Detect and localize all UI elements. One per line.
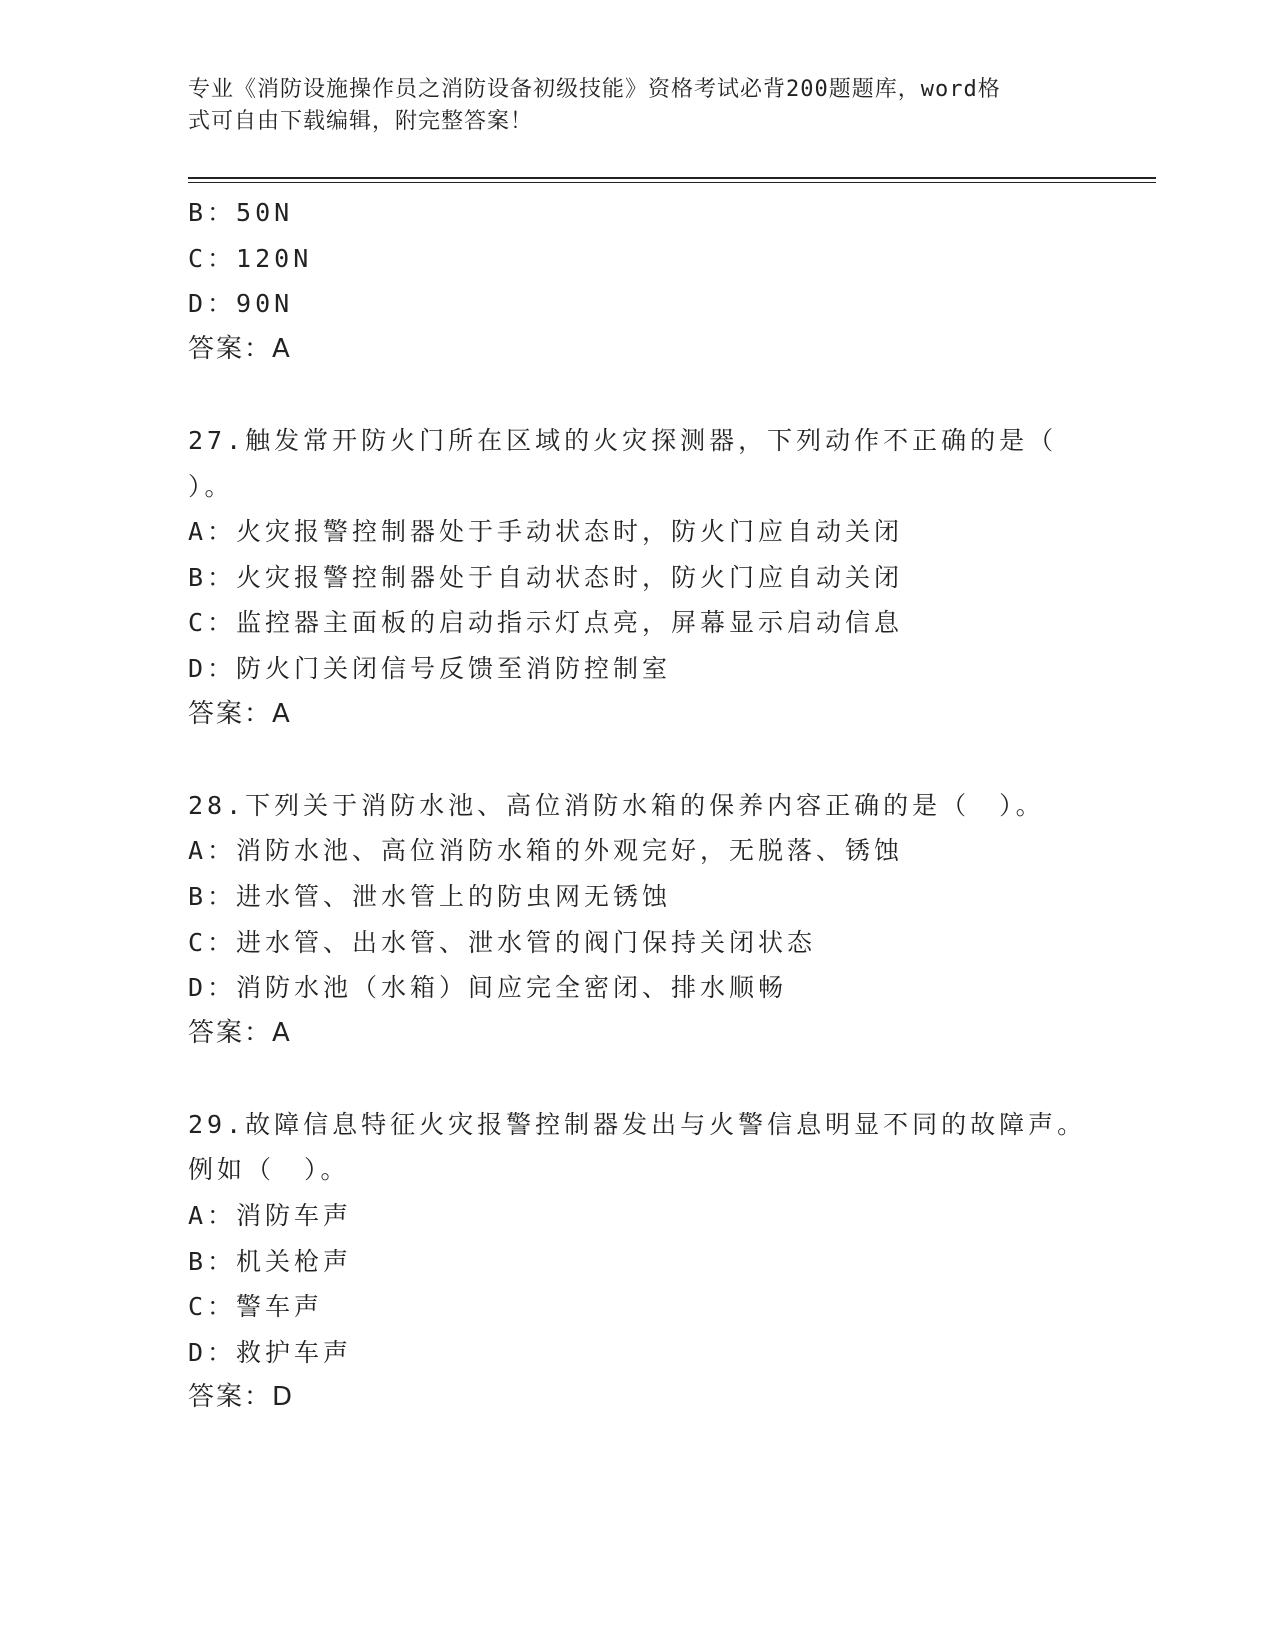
option-d: D：90N [188,289,294,319]
header-divider [188,177,1156,179]
question-stem: 29.故障信息特征火灾报警控制器发出与火警信息明显不同的故障声。 [188,1109,1087,1139]
question-29 [188,1102,1148,1421]
answer: 答案：A [188,698,292,729]
question-list [188,190,1148,1421]
answer: 答案：A [188,333,292,364]
option-a: A：消防车声 [188,1201,353,1231]
option-d: D：防火门关闭信号反馈至消防控制室 [188,653,672,683]
option-c: C：进水管、出水管、泄水管的阀门保持关闭状态 [188,927,817,957]
option-b: B：进水管、泄水管上的防虫网无锈蚀 [188,881,672,911]
question-27 [188,418,1148,737]
option-b: B：50N [188,198,294,227]
option-a: A：火灾报警控制器处于手动状态时，防火门应自动关闭 [188,517,904,547]
question-28 [188,783,1148,1057]
answer: 答案：D [188,1382,295,1413]
question-stem: 27.触发常开防火门所在区域的火灾探测器，下列动作不正确的是（ [188,425,1058,455]
option-a: A：消防水池、高位消防水箱的外观完好，无脱落、锈蚀 [188,836,904,866]
header-line: 专业《消防设施操作员之消防设备初级技能》资格考试必背200题题库，word格 [188,77,1001,102]
option-c: C：120N [188,243,313,273]
spacer [188,737,1148,783]
header-divider-thin [188,182,1156,183]
question-stem: 例如（ ）。 [188,1155,350,1185]
spacer [188,1056,1148,1102]
option-b: B：机关枪声 [188,1246,353,1276]
question-26-tail [188,190,1148,372]
question-stem: ）。 [188,471,234,501]
option-c: C：监控器主面板的启动指示灯点亮，屏幕显示启动信息 [188,608,904,638]
question-stem: 28.下列关于消防水池、高位消防水箱的保养内容正确的是（ ）。 [188,790,1045,820]
page-header [188,74,1078,138]
option-d: D：消防水池（水箱）间应完全密闭、排水顺畅 [188,973,788,1003]
option-d: D：救护车声 [188,1337,353,1367]
spacer [188,372,1148,418]
answer: 答案：A [188,1017,292,1048]
option-c: C：警车声 [188,1292,324,1322]
header-line: 式可自由下载编辑，附完整答案！ [188,109,534,134]
option-b: B：火灾报警控制器处于自动状态时，防火门应自动关闭 [188,562,904,592]
